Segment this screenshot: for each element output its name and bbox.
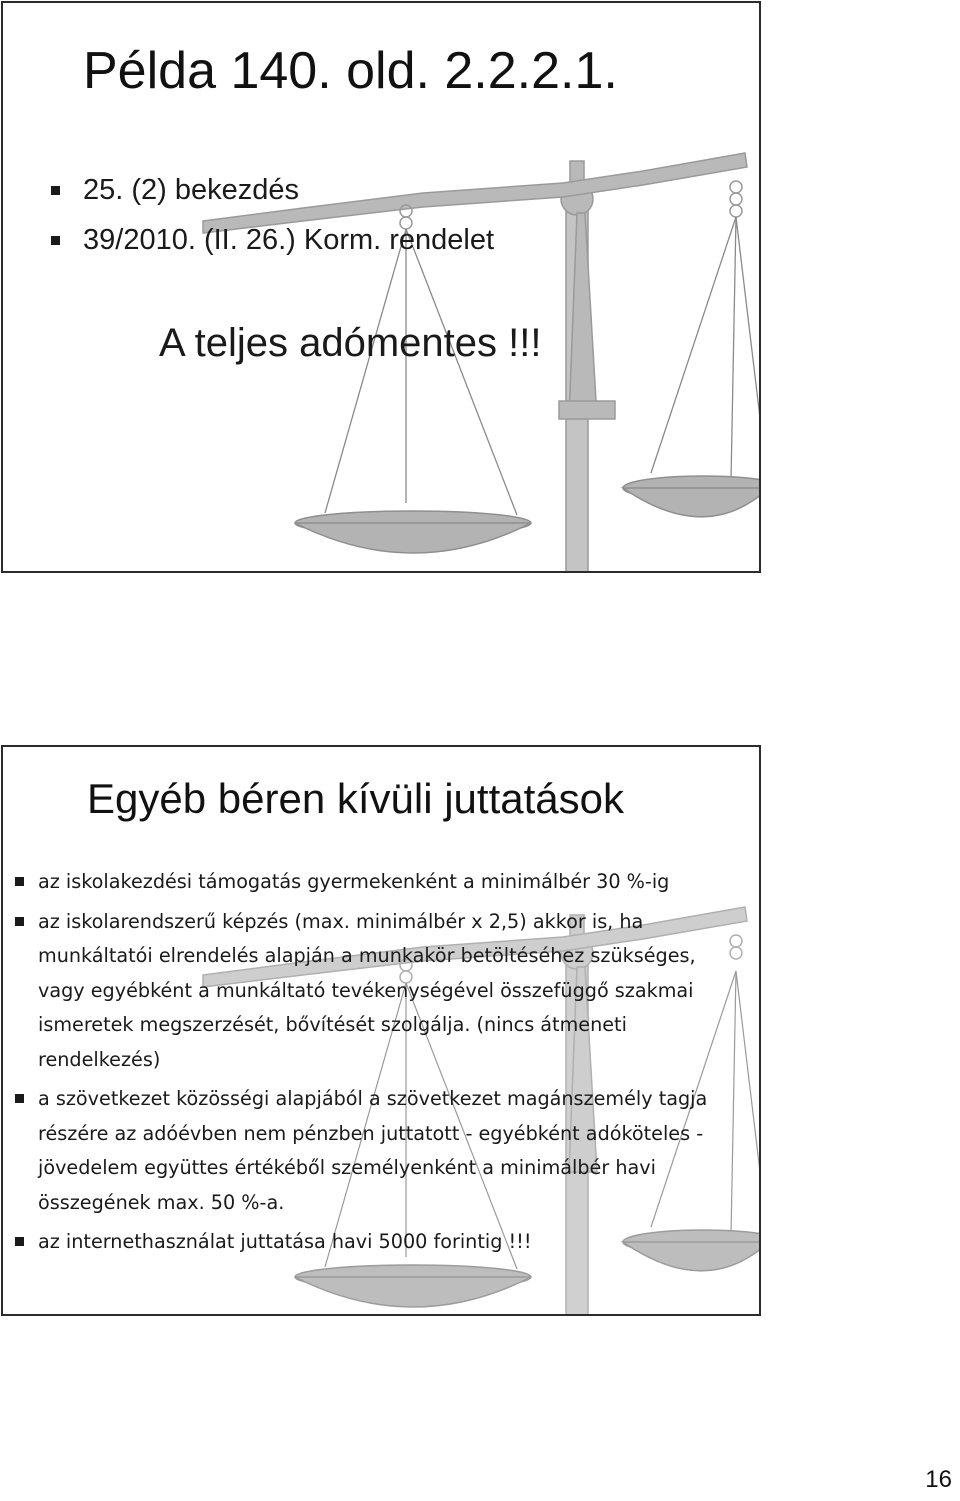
list-item	[15, 1082, 745, 1220]
square-bullet-icon	[15, 877, 24, 886]
tagline: A teljes adómentes !!!	[159, 321, 542, 365]
benefits-list	[15, 865, 745, 1260]
slide-1	[1, 1, 761, 573]
bullet-text: 25. (2) bekezdés	[83, 174, 300, 206]
bullet-text: az internethasználat juttatása havi 5000 forintig !!!	[38, 1230, 532, 1253]
square-bullet-icon	[15, 1094, 24, 1103]
square-bullet-icon	[51, 236, 60, 245]
reference-list	[51, 169, 494, 269]
square-bullet-icon	[15, 917, 24, 926]
square-bullet-icon	[51, 186, 60, 195]
list-item	[51, 169, 494, 219]
list-item	[15, 865, 745, 900]
list-item	[51, 219, 494, 269]
slide-title: Példa 140. old. 2.2.2.1.	[83, 42, 618, 100]
page-number: 16	[925, 1466, 952, 1493]
square-bullet-icon	[15, 1237, 24, 1246]
slide-2	[1, 745, 761, 1316]
bullet-text: 39/2010. (II. 26.) Korm. rendelet	[83, 224, 495, 256]
bullet-text: az iskolarendszerű képzés (max. minimálbér x 2,5) akkor is, ha munkáltatói elrendelés alapján a munkakör betöltéséhez szükséges, vagy egyébként a munkáltató tevékenységével összefüggő szakmai ismeretek megszerzését, bővítését szolgálja. (nincs átmeneti rendelkezés)	[38, 909, 696, 1071]
list-item	[15, 1225, 745, 1260]
bullet-text: az iskolakezdési támogatás gyermekenként a minimálbér 30 %-ig	[38, 870, 670, 893]
bullet-text: a szövetkezet közösségi alapjából a szövetkezet magánszemély tagja részére az adóévben nem pénzben juttatott - egyébként adóköteles - jövedelem együttes értékéből személyenként a minimálbér havi összegének max. 50 %-a.	[38, 1087, 708, 1214]
list-item	[15, 905, 745, 1078]
slide-title: Egyéb béren kívüli juttatások	[87, 775, 624, 822]
